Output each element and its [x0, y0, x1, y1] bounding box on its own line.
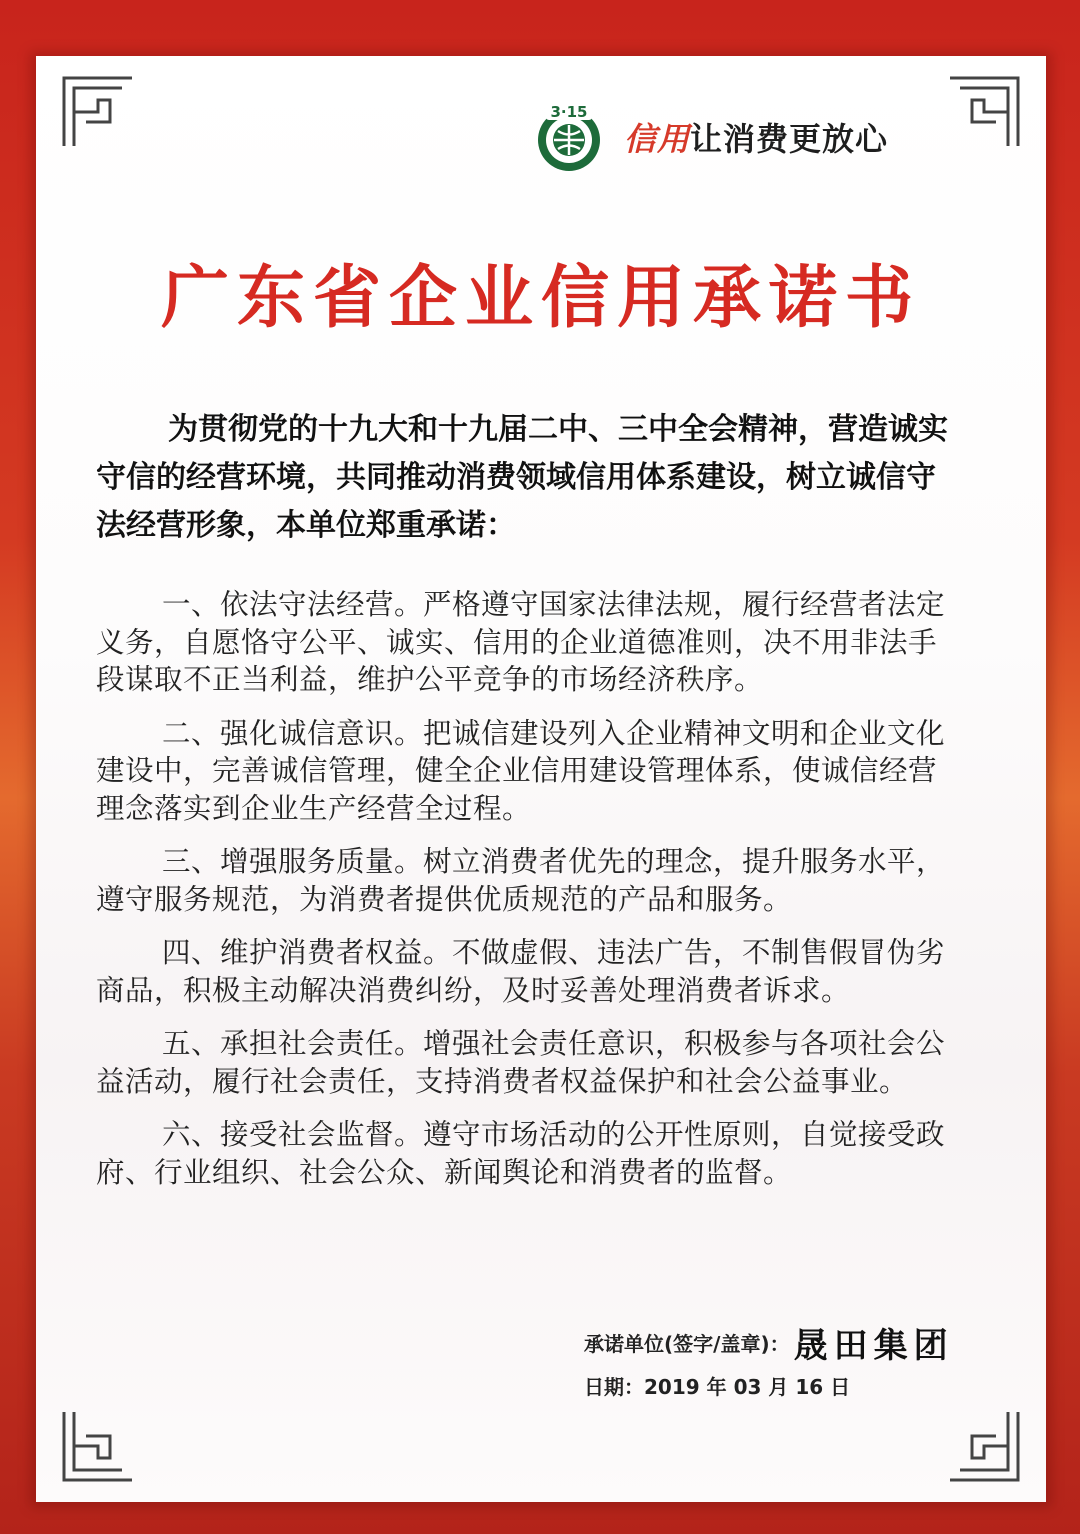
intro-paragraph: 为贯彻党的十九大和十九届二中、三中全会精神，营造诚实守信的经营环境，共同推动消费领域信用体系建设，树立诚信守法经营形象，本单位郑重承诺： [96, 412, 948, 543]
clause-5: 五、承担社会责任。增强社会责任意识，积极参与各项社会公益活动，履行社会责任，支持消费者权益保护和社会公益事业。 [96, 1027, 946, 1098]
clause-6: 六、接受社会监督。遵守市场活动的公开性原则，自觉接受政府、行业组织、社会公众、新闻舆论和消费者的监督。 [96, 1118, 946, 1189]
signature-label: 承诺单位(签字/盖章)： [584, 1332, 790, 1356]
date-line: 日期：2019 年 03 月 16 日 [584, 1375, 851, 1399]
corner-ornament-top-right [944, 72, 1024, 152]
slogan-rest: 让消费更放心 [690, 120, 889, 158]
signature-name: 晟田集团 [793, 1326, 954, 1366]
header-logo [532, 100, 888, 174]
corner-ornament-bottom-right [944, 1406, 1024, 1486]
corner-ornament-top-left [58, 72, 138, 152]
clause-3: 三、增强服务质量。树立消费者优先的理念，提升服务水平，遵守服务规范，为消费者提供优质规范的产品和服务。 [96, 845, 946, 916]
slogan [624, 114, 888, 160]
svg-text:3·15: 3·15 [550, 103, 588, 121]
clause-2: 二、强化诚信意识。把诚信建设列入企业精神文明和企业文化建设中，完善诚信管理，健全企业信用建设管理体系，使诚信经营理念落实到企业生产经营全过程。 [96, 716, 946, 825]
consumer-rights-315-emblem-icon [532, 100, 606, 174]
clause-1: 一、依法守法经营。严格遵守国家法律法规，履行经营者法定义务，自愿恪守公平、诚实、信用的企业道德准则，决不用非法手段谋取不正当利益，维护公平竞争的市场经济秩序。 [96, 588, 946, 696]
signature-row [584, 1318, 954, 1367]
page-title: 广东省企业信用承诺书 [160, 258, 921, 338]
certificate-paper [36, 56, 1046, 1502]
slogan-accent: 信用 [624, 120, 691, 158]
corner-ornament-bottom-left [58, 1406, 138, 1486]
commitment-clauses [96, 586, 956, 1207]
clause-4: 四、维护消费者权益。不做虚假、违法广告，不制售假冒伪劣商品，积极主动解决消费纠纷，及时妥善处理消费者诉求。 [96, 936, 946, 1007]
